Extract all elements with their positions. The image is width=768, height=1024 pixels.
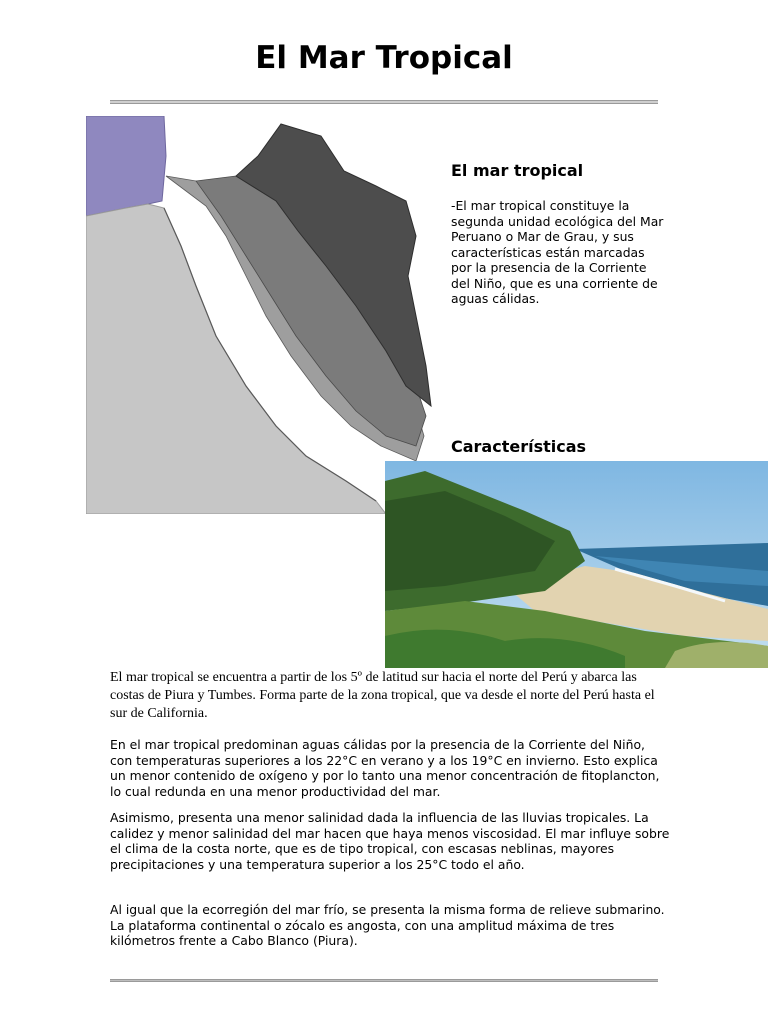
peru-sea-map	[86, 116, 438, 514]
section-heading-mar-tropical: El mar tropical	[451, 161, 584, 180]
paragraph-relief: Al igual que la ecorregión del mar frío, se presenta la misma forma de relieve submarino. La plataforma continental o zócalo es angosta, con una amplitud máxima de tres kilómetros frente a Cabo Blanco (Piura).	[110, 902, 665, 949]
section-heading-caracteristicas: Características	[451, 437, 587, 456]
paragraph-location: El mar tropical se encuentra a partir de los 5º de latitud sur hacia el norte del Perú y abarca las costas de Piura y Tumbes. Forma parte de la zona tropical, que va desde el norte del Perú hasta el sur de California.	[110, 670, 655, 721]
bottom-divider	[110, 979, 658, 982]
paragraph-salinity: Asimismo, presenta una menor salinidad dada la influencia de las lluvias tropicales. La calidez y menor salinidad del mar hacen que haya menos viscosidad. El mar influye sobre el clima de la costa norte, que es de tipo tropical, con escasas neblinas, mayores precipitaciones y una temperatura superior a los 25°C todo el año.	[110, 810, 670, 872]
tropical-beach-photo	[385, 461, 768, 668]
tropical-sea-region	[86, 116, 166, 216]
paragraph-warm-waters: En el mar tropical predominan aguas cálidas por la presencia de la Corriente del Niño, con temperaturas superiores a los 22°C en verano y a los 19°C en invierno. Esto explica un menor contenido de oxígeno y por lo tanto una menor concentración de fitoplancton, lo cual redunda en una menor productividad del mar.	[110, 737, 660, 799]
page-title: El Mar Tropical	[255, 40, 513, 76]
top-divider	[110, 100, 658, 104]
intro-paragraph: -El mar tropical constituye la segunda unidad ecológica del Mar Peruano o Mar de Grau, y sus características están marcadas por la presencia de la Corriente del Niño, que es una corriente de aguas cálidas.	[451, 198, 664, 306]
